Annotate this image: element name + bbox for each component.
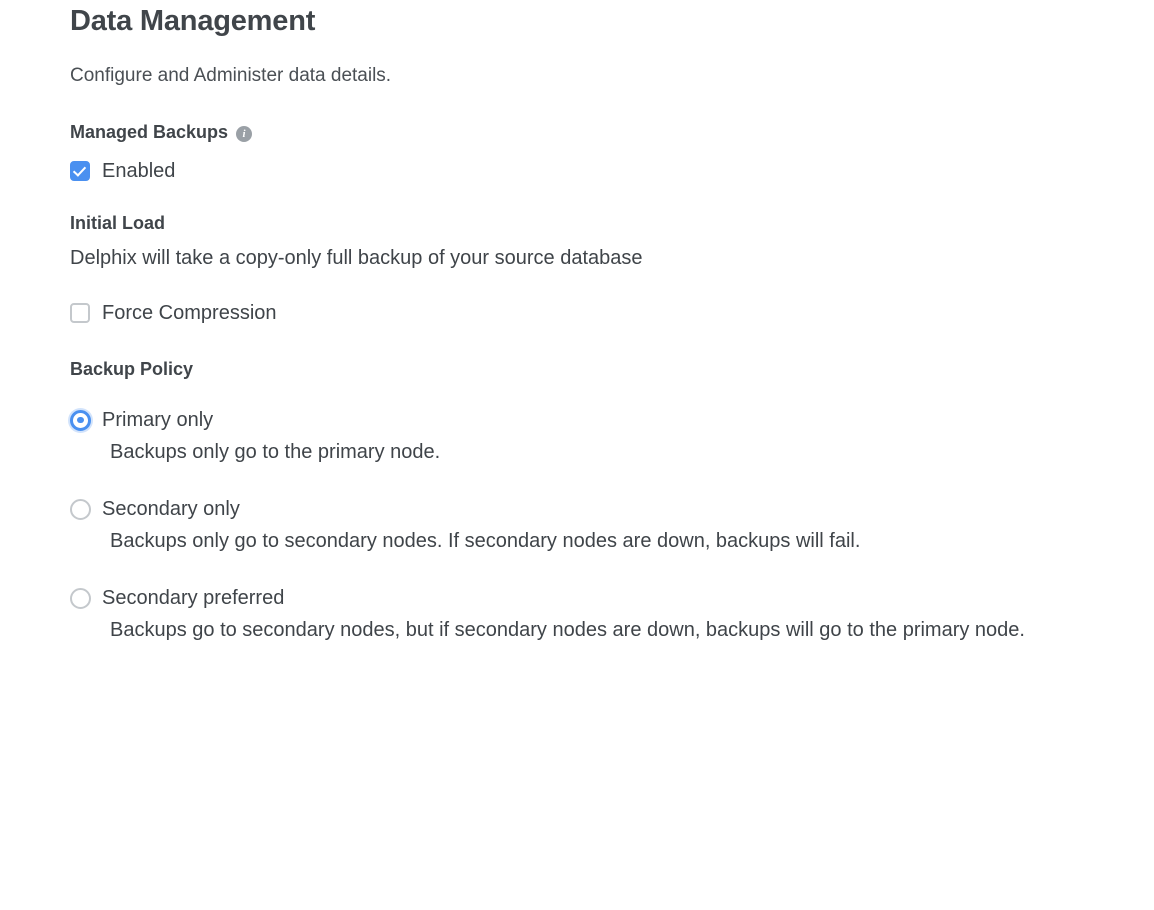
radio-primary-only-description: Backups only go to the primary node. <box>110 441 441 463</box>
initial-load-title: Initial Load <box>70 213 166 233</box>
backup-policy-radio-group <box>70 380 1118 643</box>
radio-primary-only-label: Primary only <box>102 409 214 431</box>
radio-secondary-preferred-description: Backups go to secondary nodes, but if secondary nodes are down, backups will go to the primary node. <box>110 619 1025 641</box>
backup-policy-option-primary-only-row[interactable] <box>70 408 1118 432</box>
info-icon[interactable]: i <box>236 126 252 142</box>
radio-primary-only[interactable] <box>70 410 91 431</box>
force-compression-label: Force Compression <box>102 302 277 324</box>
radio-secondary-only-label: Secondary only <box>102 498 240 520</box>
backup-policy-option-primary-only[interactable] <box>70 408 1118 465</box>
radio-secondary-preferred-label: Secondary preferred <box>102 587 285 609</box>
managed-backups-section-label <box>70 88 1118 143</box>
managed-backups-enabled-checkbox[interactable] <box>70 161 90 181</box>
backup-policy-option-secondary-only-row[interactable] <box>70 497 1118 521</box>
backup-policy-option-secondary-only[interactable] <box>70 465 1118 554</box>
managed-backups-enabled-row[interactable] <box>70 143 1118 183</box>
managed-backups-label: Managed Backups <box>70 122 229 142</box>
page-subtitle: Configure and Administer data details. <box>70 65 392 86</box>
radio-secondary-only-description: Backups only go to secondary nodes. If secondary nodes are down, backups will fail. <box>110 530 861 552</box>
initial-load-description: Delphix will take a copy-only full backup of your source database <box>70 247 643 269</box>
force-compression-checkbox[interactable] <box>70 303 90 323</box>
page-title: Data Management <box>70 5 316 37</box>
radio-secondary-only[interactable] <box>70 499 91 520</box>
radio-secondary-preferred[interactable] <box>70 588 91 609</box>
force-compression-row[interactable] <box>70 271 1118 325</box>
backup-policy-title: Backup Policy <box>70 359 194 379</box>
managed-backups-enabled-label: Enabled <box>102 160 176 182</box>
backup-policy-option-secondary-preferred-row[interactable] <box>70 586 1118 610</box>
backup-policy-option-secondary-preferred[interactable] <box>70 554 1118 643</box>
